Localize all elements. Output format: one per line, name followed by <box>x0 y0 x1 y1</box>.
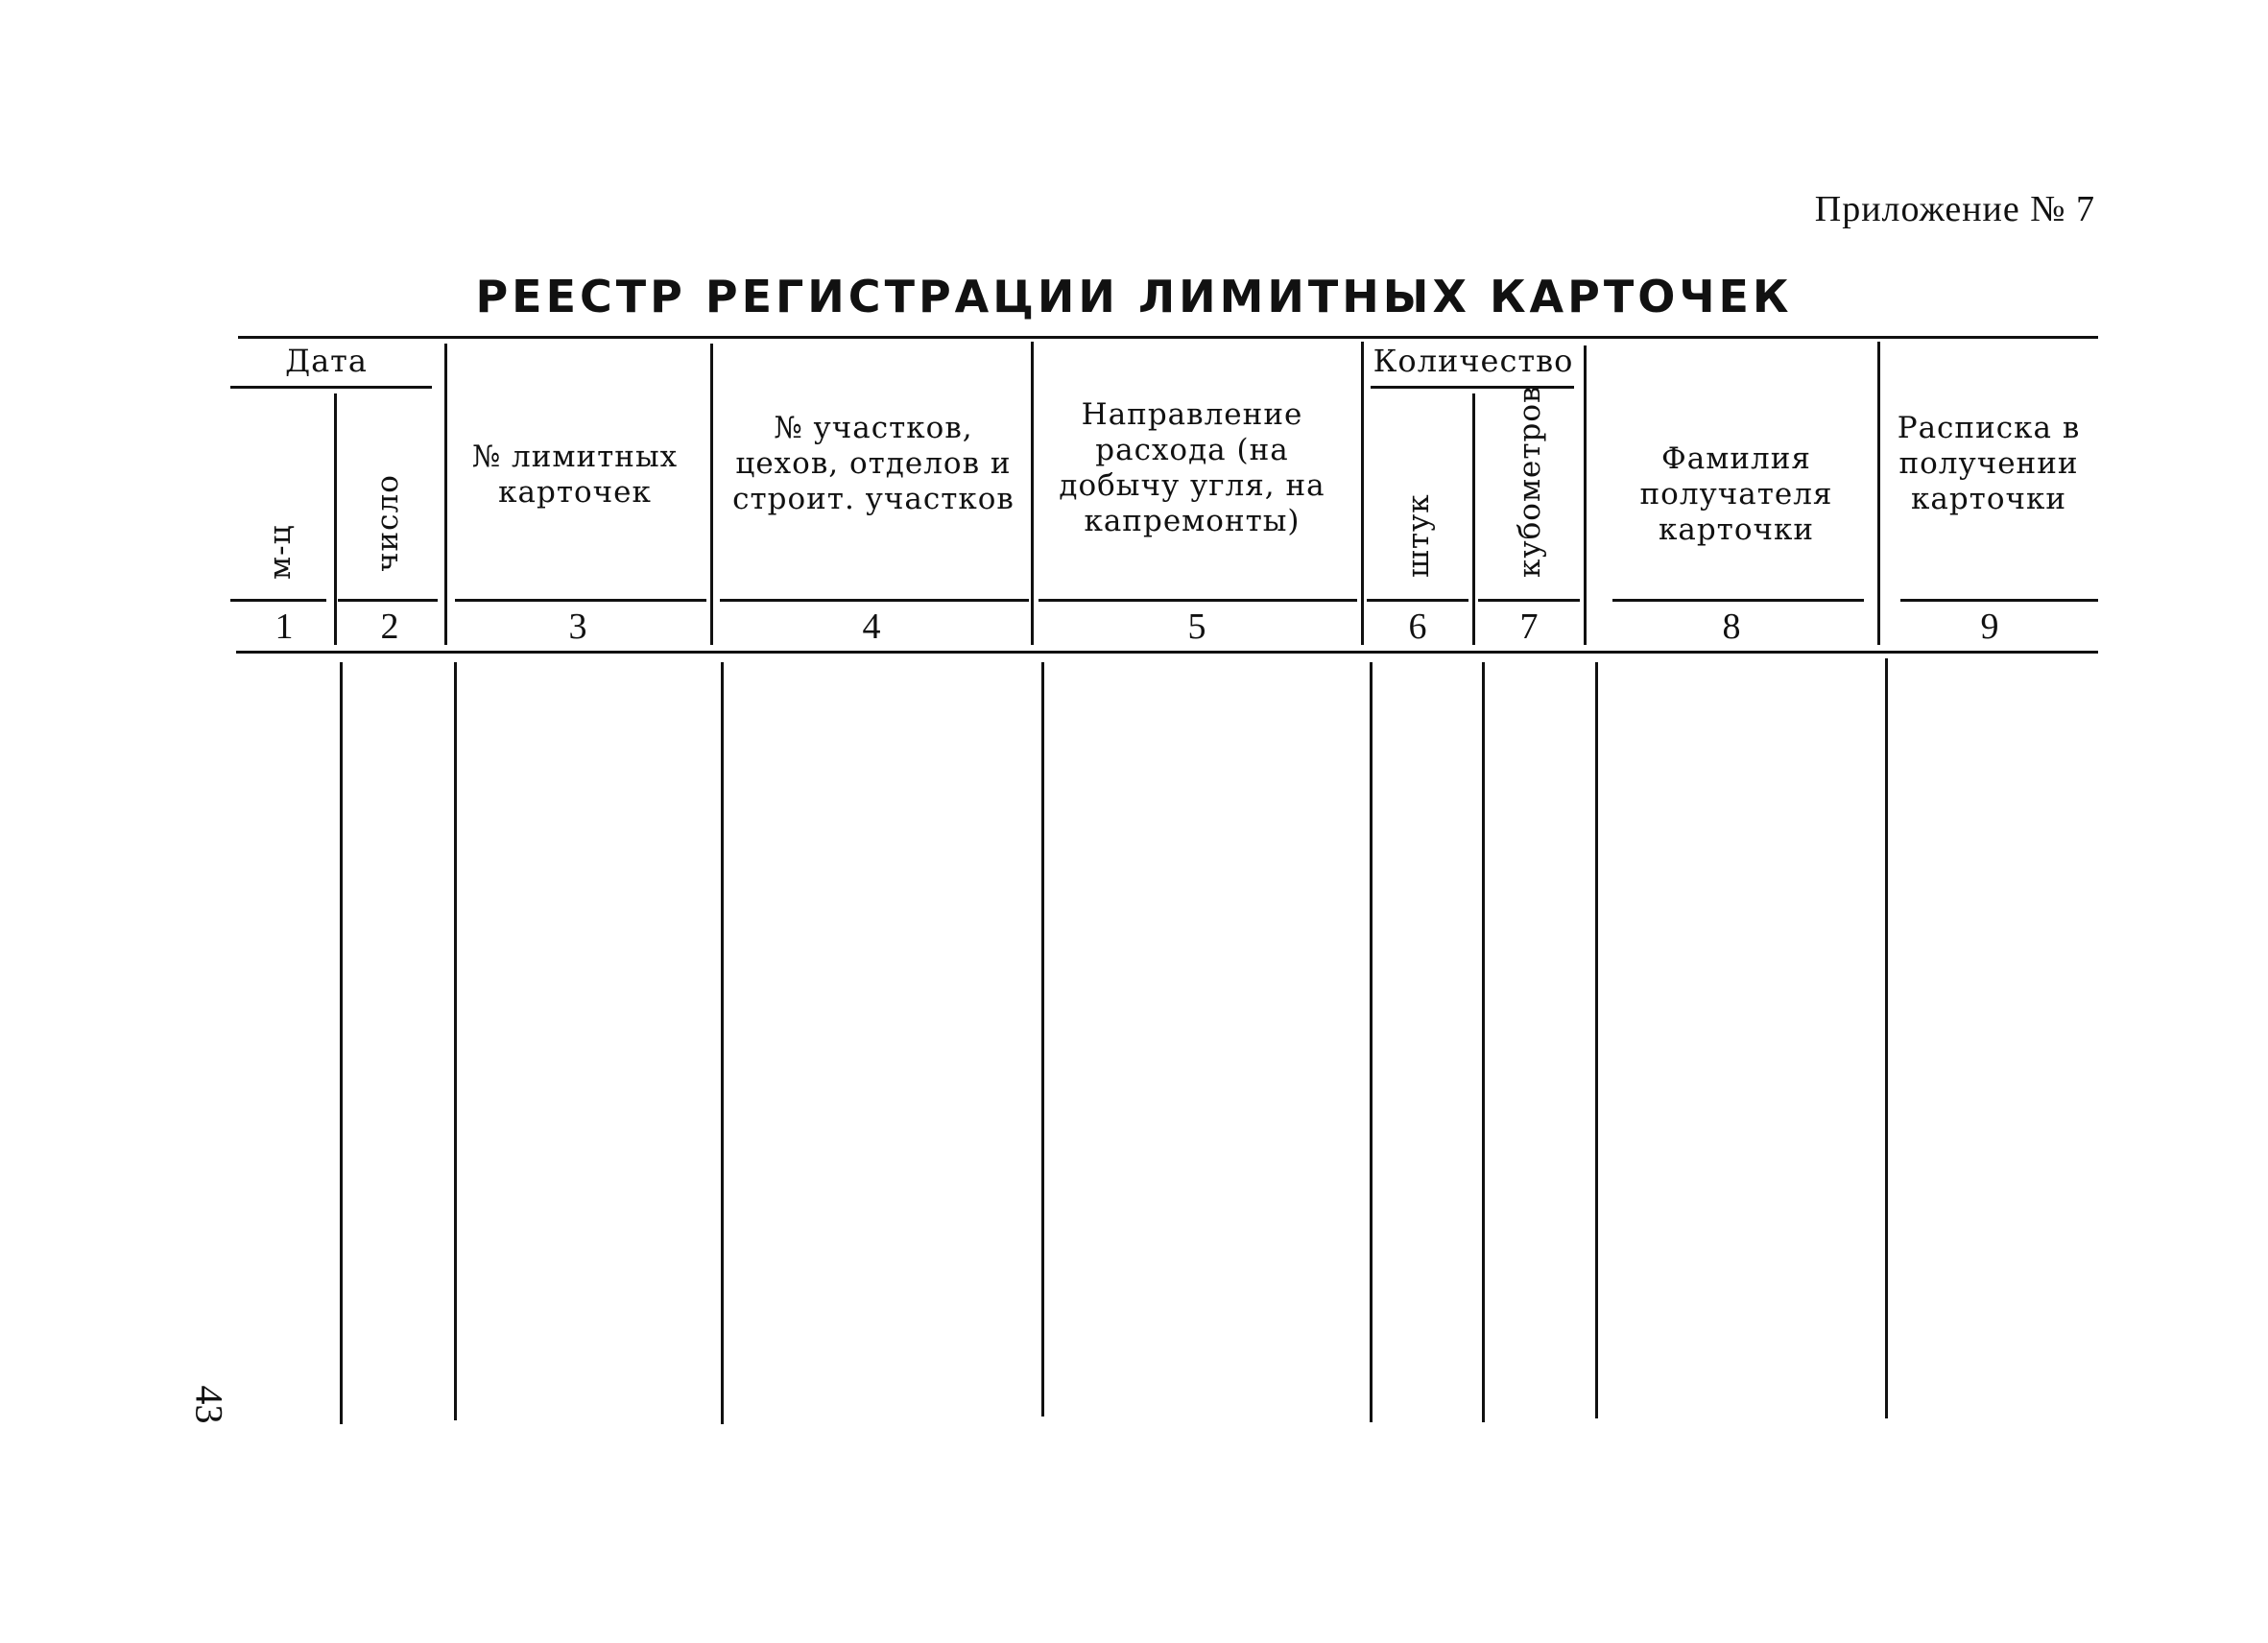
column-heading-card-numbers: № лимитных карточек <box>471 440 679 510</box>
column-heading-receipt-signature: Расписка в получении карточки <box>1897 411 2081 516</box>
column-heading-sections: № участков, цехов, отделов и строит. участков <box>732 411 1015 516</box>
header-bottom-rule-7 <box>1478 599 1580 602</box>
column-number-1: 1 <box>275 607 294 647</box>
table-top-rule <box>238 336 2098 339</box>
body-divider-7 <box>1595 662 1598 1418</box>
column-number-7: 7 <box>1519 607 1539 647</box>
column-heading-pieces: штук <box>1401 493 1436 578</box>
column-number-9: 9 <box>1980 607 1999 647</box>
document-title: РЕЕСТР РЕГИСТРАЦИИ ЛИМИТНЫХ КАРТОЧЕК <box>475 271 1793 322</box>
body-divider-8 <box>1885 658 1888 1418</box>
header-bottom-rule-9 <box>1900 599 2098 602</box>
header-divider-3 <box>710 344 713 645</box>
header-divider-8 <box>1877 342 1880 645</box>
body-divider-5 <box>1370 662 1373 1422</box>
column-heading-month: м-ц <box>263 524 298 580</box>
header-divider-5 <box>1361 342 1364 645</box>
body-divider-3 <box>721 662 724 1424</box>
header-divider-1 <box>334 393 337 645</box>
header-bottom-rule-5 <box>1039 599 1357 602</box>
header-divider-2 <box>444 344 447 645</box>
column-heading-day: число <box>370 474 405 572</box>
header-bottom-rule-2 <box>338 599 438 602</box>
page-number: 43 <box>187 1385 231 1424</box>
date-group-heading: Дата <box>285 343 368 379</box>
body-divider-4 <box>1041 662 1044 1417</box>
column-number-6: 6 <box>1408 607 1427 647</box>
column-heading-expense-direction: Направление расхода (на добычу угля, на капремонты) <box>1059 397 1325 538</box>
quantity-group-heading: Количество <box>1373 343 1574 379</box>
header-divider-4 <box>1031 342 1034 645</box>
header-divider-6 <box>1472 393 1475 645</box>
column-heading-recipient-name: Фамилия получателя карточки <box>1639 441 1833 547</box>
header-divider-7 <box>1584 345 1587 645</box>
column-number-3: 3 <box>568 607 587 647</box>
body-divider-2 <box>454 662 457 1420</box>
column-number-2: 2 <box>380 607 399 647</box>
header-bottom-rule-4 <box>720 599 1029 602</box>
column-number-4: 4 <box>862 607 881 647</box>
column-number-8: 8 <box>1722 607 1741 647</box>
header-bottom-rule-1 <box>230 599 326 602</box>
header-bottom-rule-8 <box>1612 599 1864 602</box>
appendix-label: Приложение № 7 <box>1814 189 2095 229</box>
column-heading-cubic-meters: кубометров <box>1513 385 1547 578</box>
column-number-5: 5 <box>1187 607 1206 647</box>
header-bottom-rule-6 <box>1367 599 1468 602</box>
header-bottom-rule-3 <box>455 599 706 602</box>
numbers-bottom-rule <box>236 651 2098 654</box>
body-divider-1 <box>340 662 343 1424</box>
date-group-rule <box>230 386 432 389</box>
body-divider-6 <box>1482 662 1485 1422</box>
